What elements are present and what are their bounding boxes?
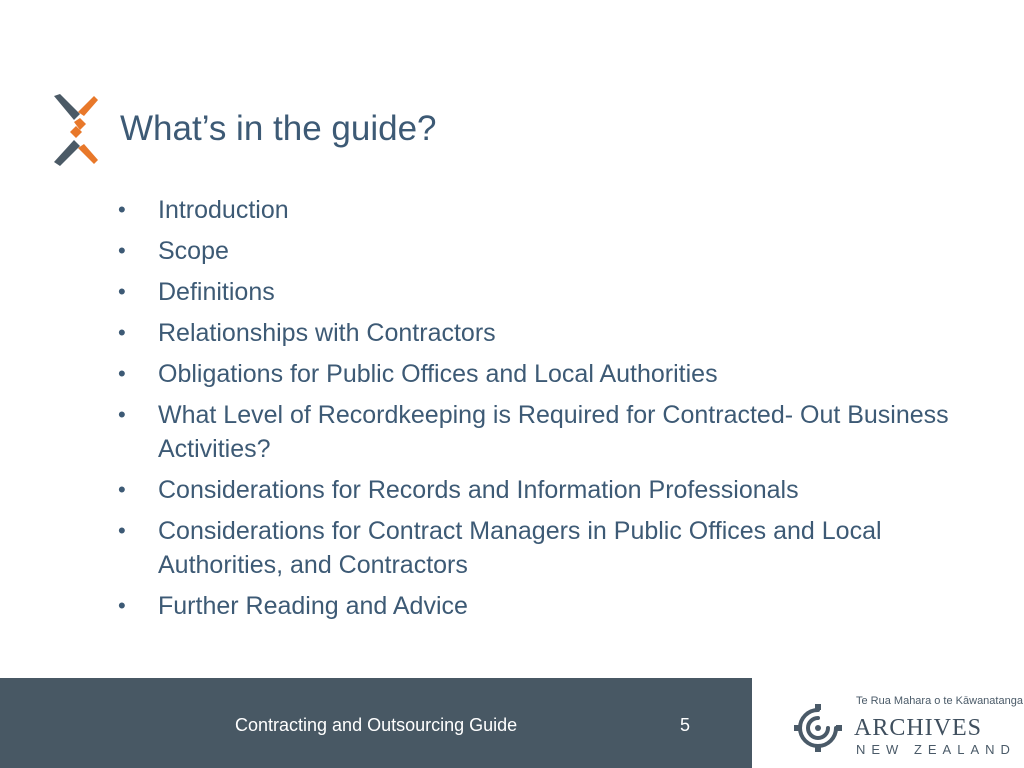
- list-item: [110, 316, 960, 350]
- list-item: [110, 234, 960, 268]
- bullet-marker: •: [118, 402, 126, 427]
- archives-spiral-icon: [788, 702, 848, 754]
- bullet-text: What Level of Recordkeeping is Required for Contracted- Out Business Activities?: [158, 401, 949, 463]
- list-item: [110, 357, 960, 391]
- bullet-marker: •: [118, 593, 126, 618]
- chevron-x-logo-icon: [50, 92, 102, 168]
- slide-title: What’s in the guide?: [120, 109, 437, 148]
- archives-tagline: Te Rua Mahara o te Kāwanatanga: [856, 695, 1023, 707]
- bullet-marker: •: [118, 197, 126, 222]
- bullet-text: Definitions: [158, 278, 275, 306]
- list-item: [110, 398, 960, 466]
- bullet-text: Introduction: [158, 196, 289, 224]
- archives-country: NEW ZEALAND: [856, 742, 1016, 757]
- list-item: [110, 589, 960, 623]
- footer-title: Contracting and Outsourcing Guide: [235, 715, 518, 735]
- archives-name: archives: [854, 706, 983, 743]
- bullet-list: [110, 193, 960, 630]
- bullet-marker: •: [118, 477, 126, 502]
- bullet-marker: •: [118, 361, 126, 386]
- list-item: [110, 193, 960, 227]
- page-number: 5: [680, 715, 691, 735]
- list-item: [110, 514, 960, 582]
- bullet-marker: •: [118, 320, 126, 345]
- list-item: [110, 275, 960, 309]
- bullet-text: Considerations for Contract Managers in Public Offices and Local Authorities, and Contractors: [158, 517, 882, 579]
- list-item: [110, 473, 960, 507]
- bullet-text: Further Reading and Advice: [158, 592, 468, 620]
- bullet-text: Relationships with Contractors: [158, 319, 496, 347]
- bullet-marker: •: [118, 238, 126, 263]
- bullet-text: Scope: [158, 237, 229, 265]
- bullet-text: Considerations for Records and Information Professionals: [158, 476, 799, 504]
- bullet-marker: •: [118, 279, 126, 304]
- bullet-marker: •: [118, 518, 126, 543]
- archives-nz-logo: [752, 678, 1024, 768]
- bullet-text: Obligations for Public Offices and Local Authorities: [158, 360, 718, 388]
